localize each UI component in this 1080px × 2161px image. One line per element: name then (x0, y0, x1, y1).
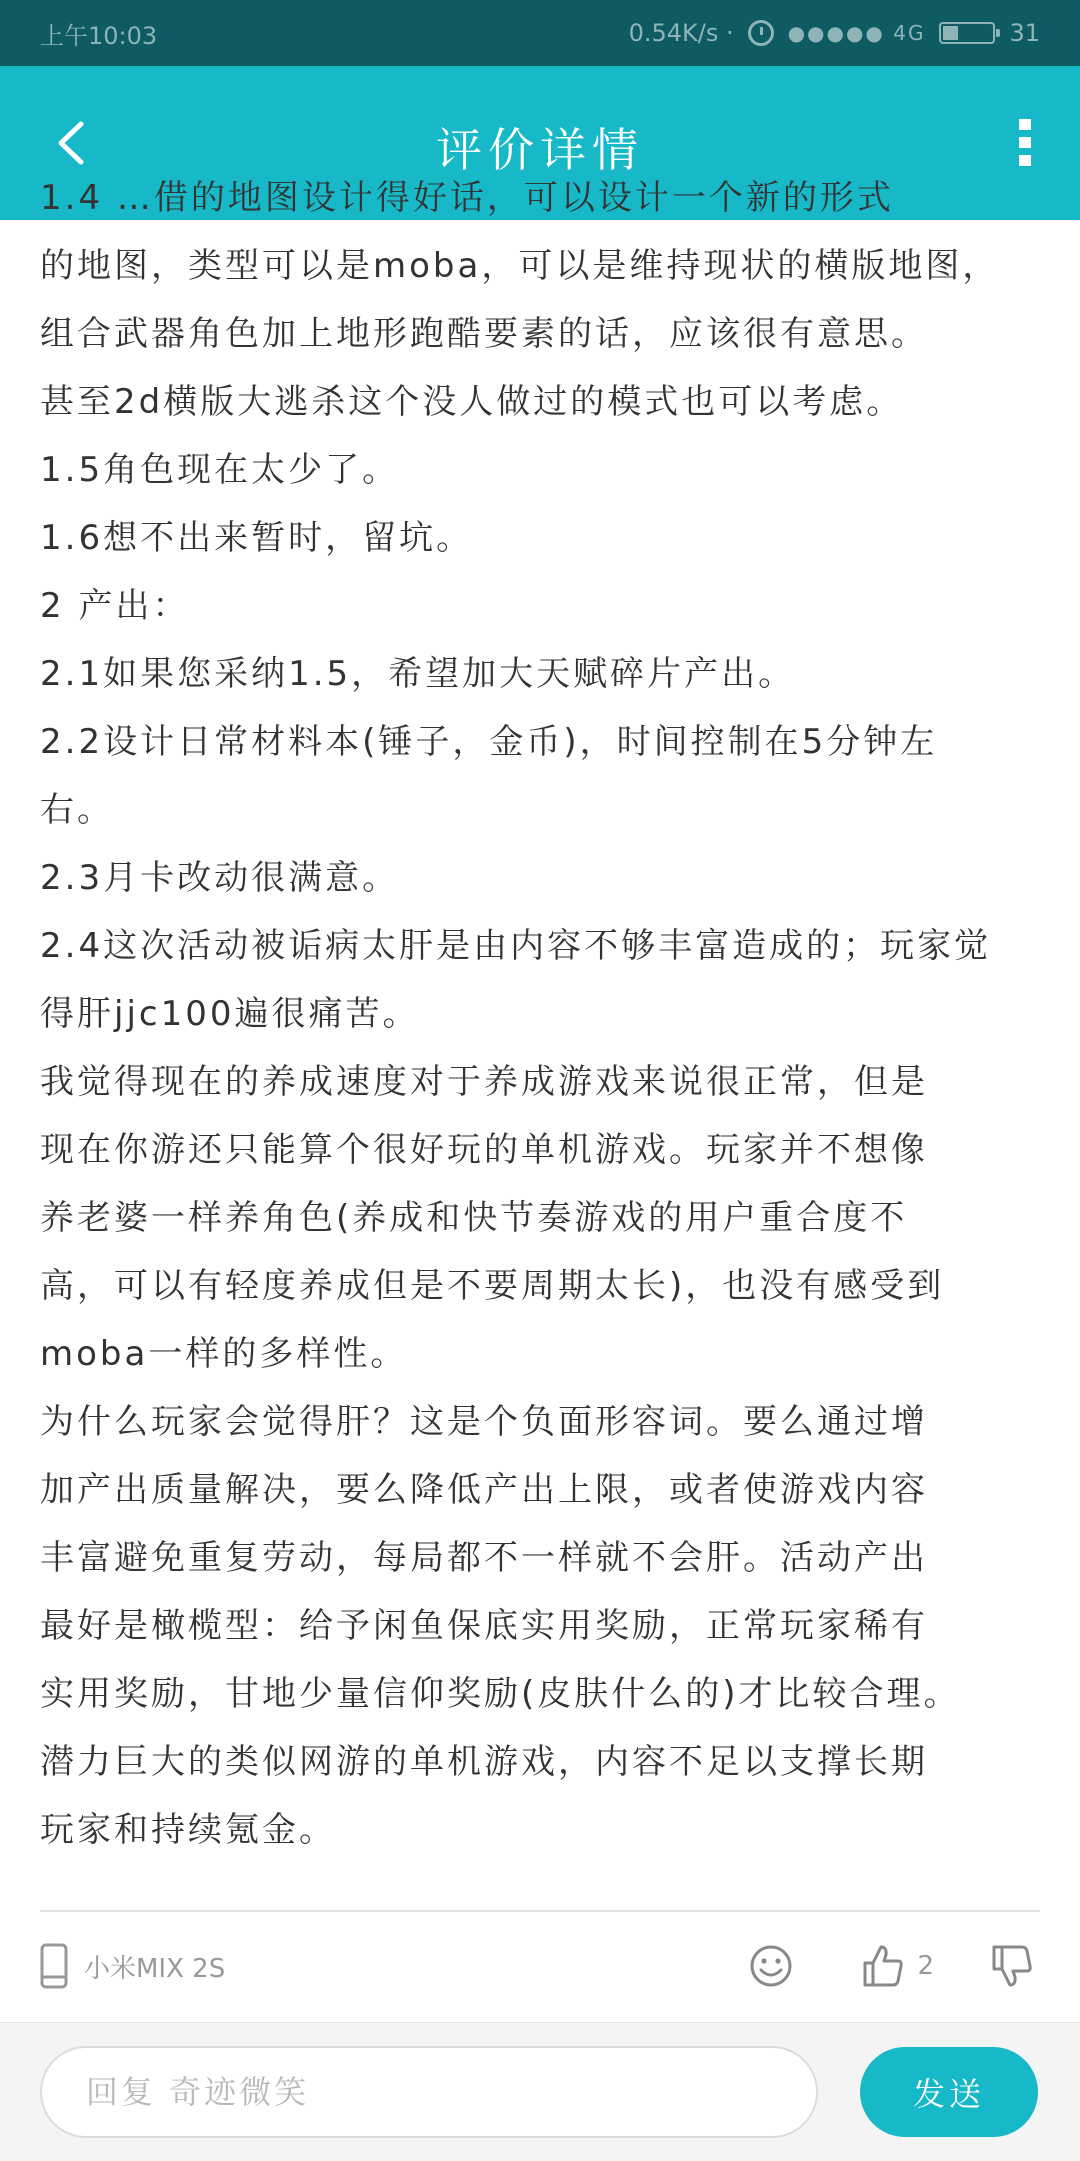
phone-icon (40, 1943, 68, 1989)
review-line: 现在你游还只能算个很好玩的单机游戏。玩家并不想像 (40, 1130, 928, 1170)
review-line: 甚至2d横版大逃杀这个没人做过的模式也可以考虑。 (40, 382, 904, 422)
review-line: 2.1如果您采纳1.5，希望加大天赋碎片产出。 (40, 654, 796, 694)
dislike-button[interactable] (984, 1936, 1040, 1996)
review-line: 潜力巨大的类似网游的单机游戏，内容不足以支撑长期 (40, 1742, 928, 1782)
status-bar (0, 0, 1080, 66)
review-line: 2.2设计日常材料本(锤子，金币)，时间控制在5分钟左 (40, 722, 938, 762)
review-text (40, 164, 1040, 1864)
like-count: 2 (917, 1951, 934, 1981)
review-line: 玩家和持续氪金。 (40, 1810, 336, 1850)
review-line: 右。 (40, 790, 114, 830)
review-line: 得肝jjc100遍很痛苦。 (40, 994, 420, 1034)
review-line: 2 产出： (40, 586, 190, 626)
review-line: 养老婆一样养角色(养成和快节奏游戏的用户重合度不 (40, 1198, 908, 1238)
review-line: 为什么玩家会觉得肝？这是个负面形容词。要么通过增 (40, 1402, 928, 1442)
divider (40, 1910, 1040, 1912)
like-button[interactable] (861, 1943, 934, 1989)
review-meta (40, 1930, 1040, 2002)
review-line: 1.4 …借的地图设计得好话，可以设计一个新的形式 (40, 178, 894, 218)
device-name: 小米MIX 2S (84, 1953, 226, 1984)
review-line: 丰富避免重复劳动，每局都不一样就不会肝。活动产出 (40, 1538, 928, 1578)
clock-icon (748, 20, 774, 46)
battery-fill (943, 26, 958, 40)
thumbs-down-icon (990, 1943, 1034, 1989)
review-line: 1.5角色现在太少了。 (40, 450, 400, 490)
review-line: moba一样的多样性。 (40, 1334, 408, 1374)
network-speed: 0.54K/s · (628, 19, 734, 47)
review-line: 我觉得现在的养成速度对于养成游戏来说很正常，但是 (40, 1062, 928, 1102)
review-line: 2.4这次活动被诟病太肝是由内容不够丰富造成的；玩家觉 (40, 926, 992, 966)
review-line: 高，可以有轻度养成但是不要周期太长)，也没有感受到 (40, 1266, 945, 1306)
more-vertical-icon (1017, 117, 1033, 169)
thumbs-up-icon (861, 1943, 905, 1989)
device-info (40, 1943, 225, 1989)
status-indicators (629, 19, 1040, 47)
page-title: 评价详情 (436, 123, 644, 177)
review-line: 加产出质量解决，要么降低产出上限，或者使游戏内容 (40, 1470, 928, 1510)
battery-label: 31 (1009, 19, 1040, 47)
review-line: 1.6想不出来暂时，留坑。 (40, 518, 474, 558)
review-line: 的地图，类型可以是moba，可以是维持现状的横版地图， (40, 246, 1000, 286)
reply-bar (0, 2022, 1080, 2161)
review-actions (741, 1936, 1040, 1996)
status-time: 上午10:03 (40, 21, 158, 50)
signal-icon: ●●●●● 4G (787, 21, 926, 45)
review-content[interactable] (40, 178, 1040, 1910)
review-line: 组合武器角色加上地形跑酷要素的话，应该很有意思。 (40, 314, 928, 354)
send-button[interactable]: 发送 (860, 2047, 1038, 2137)
battery-icon (939, 22, 995, 44)
smiley-icon (749, 1944, 793, 1988)
review-line: 实用奖励，甘地少量信仰奖励(皮肤什么的)才比较合理。 (40, 1674, 961, 1714)
reply-input[interactable] (40, 2046, 818, 2138)
emoji-button[interactable] (741, 1936, 801, 1996)
review-line: 最好是橄榄型：给予闲鱼保底实用奖励，正常玩家稀有 (40, 1606, 928, 1646)
review-line: 2.3月卡改动很满意。 (40, 858, 400, 898)
